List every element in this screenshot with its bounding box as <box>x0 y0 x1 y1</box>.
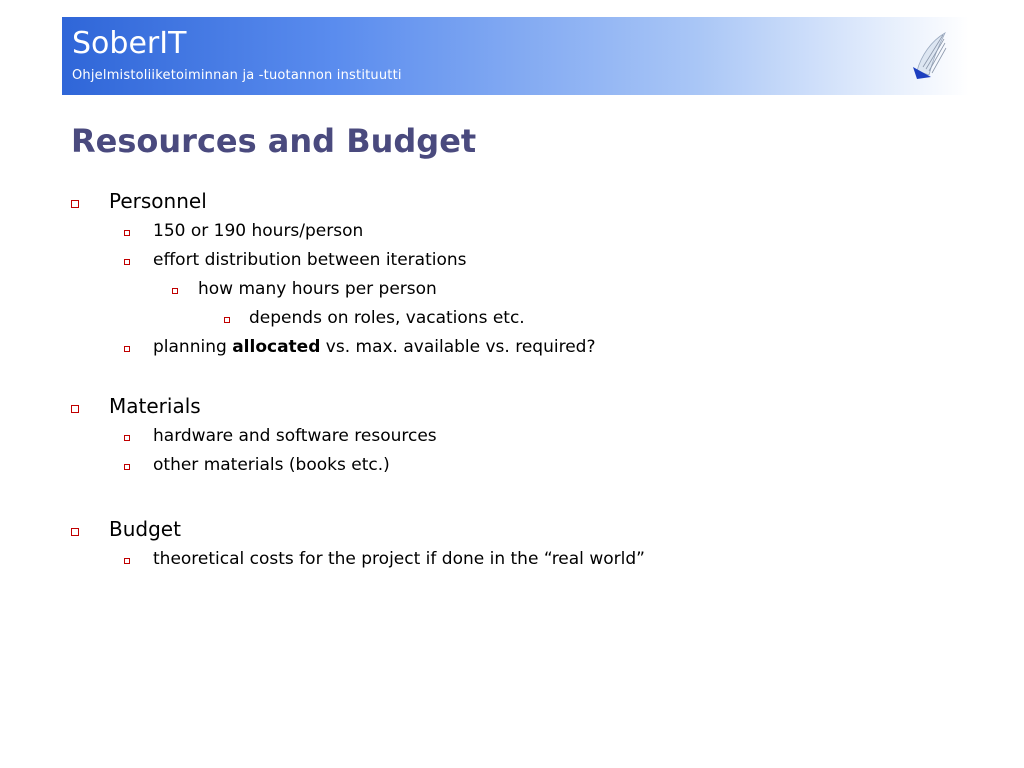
list-item: effort distribution between iterations <box>153 250 467 270</box>
list-item: how many hours per person <box>198 279 437 299</box>
list-item-budget: Budget <box>109 517 181 541</box>
list-item: other materials (books etc.) <box>153 455 390 475</box>
hollow-square-bullet-icon <box>124 346 130 352</box>
list-item: depends on roles, vacations etc. <box>249 308 525 328</box>
tkk-sail-logo-icon <box>911 31 949 81</box>
hollow-square-bullet-icon <box>172 288 178 294</box>
hollow-square-bullet-icon <box>71 405 79 413</box>
hollow-square-bullet-icon <box>224 317 230 323</box>
hollow-square-bullet-icon <box>124 230 130 236</box>
institute-subtitle: Ohjelmistoliiketoiminnan ja -tuotannon instituutti <box>72 68 402 83</box>
hollow-square-bullet-icon <box>124 558 130 564</box>
brand-name: SoberIT <box>72 26 187 61</box>
hollow-square-bullet-icon <box>124 464 130 470</box>
list-item: theoretical costs for the project if done in the “real world” <box>153 549 645 569</box>
hollow-square-bullet-icon <box>124 259 130 265</box>
list-item-materials: Materials <box>109 394 201 418</box>
hollow-square-bullet-icon <box>71 200 79 208</box>
slide-title: Resources and Budget <box>71 122 477 160</box>
list-item: 150 or 190 hours/person <box>153 221 363 241</box>
hollow-square-bullet-icon <box>71 528 79 536</box>
hollow-square-bullet-icon <box>124 435 130 441</box>
list-item: planning allocated vs. max. available vs. required? <box>153 337 595 357</box>
list-item-personnel: Personnel <box>109 189 207 213</box>
header-banner <box>62 17 969 95</box>
list-item: hardware and software resources <box>153 426 437 446</box>
